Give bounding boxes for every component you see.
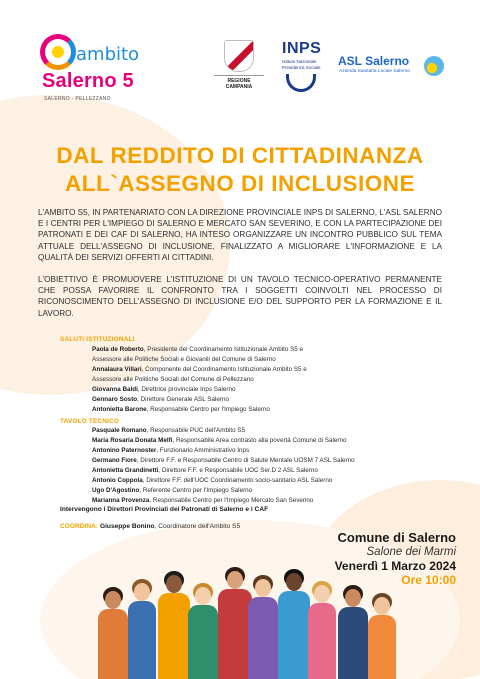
person-figure	[278, 569, 310, 679]
person-role: , Presidente del Coordinamento Istituzionale Ambito S5 e	[143, 346, 304, 353]
intervengono-note: Intervengono i Direttori Provinciali dei Patronati di Salerno e i CAF	[60, 506, 269, 513]
ambito-word: ambito	[76, 44, 140, 65]
person-figure	[158, 571, 190, 679]
inps-subtitle: Istituto Nazionale Previdenza Sociale	[282, 59, 321, 70]
person-body	[248, 597, 278, 679]
person-head	[255, 579, 271, 597]
venue-time: Ore 10:00	[401, 573, 456, 587]
person-head	[134, 583, 150, 601]
person-name: Giovanna Baldi	[92, 386, 138, 393]
person-body	[128, 601, 156, 679]
coordina-line	[60, 523, 240, 530]
person-role: Assessore alle Politiche Sociali del Comune di Pellezzano	[92, 376, 254, 383]
person-figure	[368, 593, 396, 679]
title-line-1: DAL REDDITO DI CITTADINANZA	[56, 143, 424, 168]
person-body	[218, 589, 252, 679]
objective-paragraph: L'OBIETTIVO È PROMUOVERE L'ISTITUZIONE DI UN TAVOLO TECNICO-OPERATIVO PERMANENTE CHE POSSA FAVORIRE IL CONFRONTO TRA I SOGGETTI COINVOLTI NEL PROCESSO DI RICONOSCIMENTO DELL'ASSEGNO DI INCLUSIONE E/O DEL SUPPORTO PER LA FORMAZIONE E IL LAVORO.	[38, 275, 442, 318]
ambito-salerno-5-logo	[38, 34, 158, 104]
person-body	[368, 615, 396, 679]
person-figure	[188, 583, 218, 679]
tavolo-list-item	[92, 426, 432, 436]
coordina-label: COORDINA:	[60, 523, 99, 530]
people-illustration	[100, 566, 400, 679]
coordina-role: , Coordinatore dell'Ambito S5	[154, 523, 241, 530]
person-role: , Responsabile Area contrasto alla povertà Comune di Salerno	[172, 437, 347, 444]
person-role: , Direttrice provinciale Inps Salerno	[137, 386, 236, 393]
ambito-subtitle: SALERNO - PELLEZZANO	[44, 96, 111, 102]
inps-arc-icon	[286, 74, 316, 92]
person-head	[195, 587, 211, 605]
person-figure	[338, 585, 368, 679]
person-role: , Direttore Generale ASL Salerno	[137, 396, 229, 403]
asl-subtitle: Azienda Sanitaria Locale Salerno	[339, 69, 410, 74]
person-body	[98, 609, 128, 679]
person-figure	[128, 579, 156, 679]
person-name: Marianna Provenza	[92, 497, 150, 504]
tavolo-list-item	[92, 446, 432, 456]
person-name: Maria Rosaria Donata Melfi	[92, 437, 173, 444]
person-body	[158, 593, 190, 679]
saluti-list-item	[92, 365, 432, 375]
inps-logo	[282, 40, 332, 96]
person-role: , Responsabile PUC dell'Ambito S5	[146, 427, 246, 434]
shield-icon	[224, 40, 254, 72]
person-name: Antonietta Barone	[92, 406, 147, 413]
venue-city: Comune di Salerno	[337, 530, 456, 545]
person-head	[314, 585, 330, 603]
person-role: , Direttore F.F. e Responsabile UOC Ser.D 2 ASL Salerno	[158, 467, 318, 474]
regione-campania-logo	[214, 40, 264, 90]
person-head	[227, 571, 243, 589]
person-name: Germano Fiore	[92, 457, 137, 464]
tavolo-list-item	[92, 486, 432, 496]
tavolo-list-item	[92, 476, 432, 486]
tavolo-list-item	[92, 436, 432, 446]
saluti-list-item	[92, 385, 432, 395]
logo-header	[0, 0, 480, 130]
person-role: , Componente del Coordinamento Istituzionale Ambito S5 e	[141, 366, 307, 373]
saluti-list	[92, 345, 432, 415]
person-body	[338, 607, 368, 679]
saluti-list-item	[92, 355, 432, 365]
saluti-list-item	[92, 405, 432, 415]
person-role: , Direttore F.F. dell'UOC Coordinamento socio-sanitario ASL Salerno	[142, 477, 333, 484]
ambito-name: Salerno 5	[42, 70, 134, 92]
person-role: Assessore alle Politiche Sociali e Giovanili del Comune di Salerno	[92, 356, 276, 363]
asl-salerno-logo	[338, 54, 448, 84]
person-role: , Direttore F.F. e Responsabile Centro di Salute Mentale UOSM 7 ASL Salerno	[136, 457, 355, 464]
person-role: , Referente Centro per l'Impiego Salerno	[139, 487, 253, 494]
title-line-2: ALL`ASSEGNO DI INCLUSIONE	[64, 171, 415, 196]
person-head	[374, 597, 390, 615]
regione-label: REGIONE CAMPANIA	[214, 75, 264, 90]
asl-mark-icon	[424, 56, 444, 76]
person-body	[278, 591, 310, 679]
venue-hall: Salone dei Marmi	[366, 546, 456, 558]
person-head	[286, 573, 302, 591]
person-figure	[248, 575, 278, 679]
tavolo-list	[92, 426, 432, 506]
person-name: Antonio Coppola	[92, 477, 143, 484]
person-name: Ugo D'Agostino	[92, 487, 140, 494]
ambito-circle-icon	[40, 34, 76, 70]
person-name: Antonietta Grandinetti	[92, 467, 159, 474]
tavolo-list-item	[92, 456, 432, 466]
person-head	[166, 575, 182, 593]
saluti-heading: SALUTI ISTITUZIONALI	[60, 336, 135, 343]
saluti-list-item	[92, 345, 432, 355]
person-body	[308, 603, 336, 679]
saluti-list-item	[92, 375, 432, 385]
person-figure	[98, 587, 128, 679]
event-title	[20, 142, 460, 198]
person-role: , Responsabile Centro per l'Impiego Mercato San Severino	[149, 497, 314, 504]
person-name: Paola de Roberto	[92, 346, 144, 353]
intro-paragraph: L'AMBITO S5, IN PARTENARIATO CON LA DIREZIONE PROVINCIALE INPS DI SALERNO, L'ASL SALERNO E I CENTRI PER L'IMPIEGO DI SALERNO E MERCATO SAN SEVERINO, E CON LA PARTECIPAZIONE DEI PATRONATI E DEI CAF DI SALERNO, HA INTESO ORGANIZZARE UN INCONTRO PUBBLICO SUL TEMA ATTUALE DELL'ASSEGNO DI INCLUSIONE, FINALIZZATO A MIGLIORARE L'INFORMAZIONE E LA QUALITÀ DEI SERVIZI OFFERTI AI CITTADINI.	[38, 208, 442, 262]
coordina-name: Giuseppe Bonino	[99, 523, 155, 530]
person-role: , Responsabile Centro per l'Impiego Salerno	[146, 406, 270, 413]
person-name: Gennaro Sosto	[92, 396, 138, 403]
person-name: Antonino Paternoster	[92, 447, 157, 454]
person-head	[105, 591, 121, 609]
asl-word: ASL Salerno	[338, 54, 410, 68]
person-name: Pasquale Romano	[92, 427, 147, 434]
tavolo-heading: TAVOLO TECNICO	[60, 418, 120, 425]
person-figure	[308, 581, 336, 679]
saluti-list-item	[92, 395, 432, 405]
person-figure	[218, 567, 252, 679]
person-head	[345, 589, 361, 607]
tavolo-list-item	[92, 496, 432, 506]
person-role: , Funzionario Amministrativo Inps	[156, 447, 250, 454]
inps-word: INPS	[282, 40, 322, 57]
venue-date: Venerdì 1 Marzo 2024	[334, 559, 456, 573]
tavolo-list-item	[92, 466, 432, 476]
person-name: Annalaura Villari	[92, 366, 142, 373]
person-body	[188, 605, 218, 679]
